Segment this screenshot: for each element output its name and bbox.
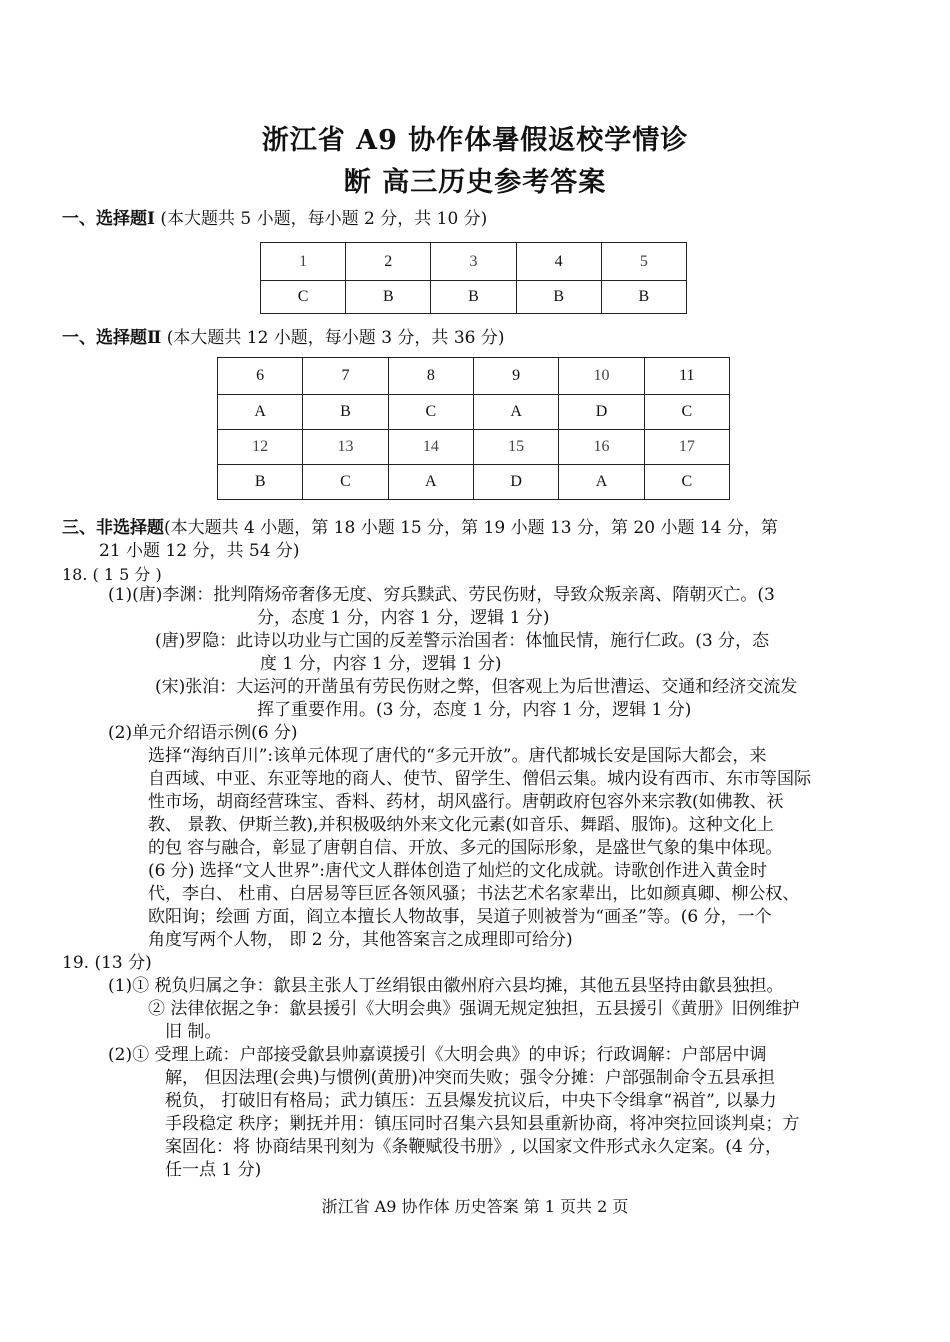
q19-line: 案固化：将 协商结果刊刻为《条鞭赋役书册》, 以国家文件形式永久定案。(4 分， xyxy=(165,1137,783,1157)
s2-num: 10 xyxy=(559,358,644,395)
s2-num: 16 xyxy=(559,430,644,465)
s2-ans: D xyxy=(559,395,644,430)
q18-line: 欧阳询；绘画 方面，阎立本擅长人物故事，吴道子则被誉为“画圣”等。(6 分，一个 xyxy=(148,907,772,927)
title-line-1: 浙江省 A9 协作体暑假返校学情诊 xyxy=(261,125,689,156)
q18-line: (宋)张洎：大运河的开凿虽有劳民伤财之弊，但客观上为后世漕运、交通和经济交流发 xyxy=(155,677,798,697)
section2-answer-table xyxy=(217,357,730,500)
s1-num: 4 xyxy=(516,243,601,281)
s2-ans: C xyxy=(388,395,473,430)
s2-ans: C xyxy=(644,465,729,500)
q18-line: 教、 景教、伊斯兰教),并积极吸纳外来文化元素(如音乐、舞蹈、服饰)。这种文化上 xyxy=(148,815,774,835)
s1-ans: B xyxy=(516,281,601,314)
q18-line: 自西域、中亚、东亚等地的商人、使节、留学生、僧侣云集。城内设有西市、东市等国际 xyxy=(148,769,811,789)
q18-line: (2)单元介绍语示例(6 分) xyxy=(108,723,298,743)
s2-ans: C xyxy=(644,395,729,430)
q19-line: 解， 但因法理(会典)与惯例(黄册)冲突而失败；强令分摊：户部强制命令五县承担 xyxy=(165,1068,775,1088)
q18-line: 角度写两个人物， 即 2 分，其他答案言之成理即可给分) xyxy=(148,930,573,950)
s2-ans: B xyxy=(303,395,388,430)
q19-header: 19. (13 分) xyxy=(62,953,152,973)
section3-desc-line1: (本大题共 4 小题，第 18 小题 15 分，第 19 小题 13 分，第 20 小题 14 分，第 xyxy=(164,518,778,538)
s2-num: 7 xyxy=(303,358,388,395)
section2-heading xyxy=(62,326,505,350)
q18-line: (6 分) 选择“文人世界”:唐代文人群体创造了灿烂的文化成就。诗歌创作进入黄金时 xyxy=(148,861,767,881)
section2-desc: (本大题共 12 小题，每小题 3 分，共 36 分) xyxy=(166,328,505,348)
s1-num: 1 xyxy=(261,243,346,281)
section3-label: 三、非选择题 xyxy=(62,518,164,538)
s2-num: 15 xyxy=(473,430,558,465)
s1-ans: B xyxy=(601,281,686,314)
q18-line: 选择“海纳百川”:该单元体现了唐代的“多元开放”。唐代都城长安是国际大都会，来 xyxy=(148,746,767,766)
s1-ans: B xyxy=(346,281,431,314)
q18-line: 代，李白、 杜甫、白居易等巨匠各领风骚；书法艺术名家辈出，比如颜真卿、柳公权、 xyxy=(148,884,800,904)
q19-line: 税负， 打破旧有格局；武力镇压：五县爆发抗议后，中央下令缉拿“祸首”, 以暴力 xyxy=(165,1091,777,1111)
section3-desc-line2: 21 小题 12 分，共 54 分) xyxy=(99,541,300,561)
q18-line: 度 1 分，内容 1 分，逻辑 1 分) xyxy=(260,654,502,674)
s2-num: 11 xyxy=(644,358,729,395)
q19-line: 旧 制。 xyxy=(165,1022,222,1042)
s2-ans: A xyxy=(388,465,473,500)
s2-ans: A xyxy=(218,395,303,430)
s2-num: 13 xyxy=(303,430,388,465)
s1-ans: B xyxy=(431,281,516,314)
s1-num: 5 xyxy=(601,243,686,281)
s2-num: 6 xyxy=(218,358,303,395)
page-footer: 浙江省 A9 协作体 历史答案 第 1 页共 2 页 xyxy=(321,1197,629,1216)
section1-label: 一、选择题Ⅰ xyxy=(62,209,155,229)
section1-heading xyxy=(62,207,487,231)
s2-ans: D xyxy=(473,465,558,500)
s1-num: 2 xyxy=(346,243,431,281)
s2-num: 17 xyxy=(644,430,729,465)
s2-ans: B xyxy=(218,465,303,500)
s2-num: 9 xyxy=(473,358,558,395)
s2-ans: C xyxy=(303,465,388,500)
q18-line: (唐)罗隐：此诗以功业与亡国的反差警示治国者：体恤民情，施行仁政。(3 分，态 xyxy=(155,631,770,651)
s2-num: 12 xyxy=(218,430,303,465)
q19-line: 手段稳定 秩序；剿抚并用：镇压同时召集六县知县重新协商，将冲突拉回谈判桌；方 xyxy=(165,1114,800,1134)
q18-line: 的包 容与融合，彰显了唐朝自信、开放、多元的国际形象，是盛世气象的集中体现。 xyxy=(148,838,783,858)
q18-header: 18. ( 1 5 分 ) xyxy=(62,565,162,584)
s2-ans: A xyxy=(559,465,644,500)
q19-line: (1)① 税负归属之争：歙县主张人丁丝绢银由徽州府六县均摊，其他五县坚持由歙县独担。 xyxy=(108,976,784,996)
q19-line: 任一点 1 分) xyxy=(165,1160,262,1180)
section2-label: 一、选择题Ⅱ xyxy=(62,328,162,348)
q18-line: 挥了重要作用。(3 分，态度 1 分，内容 1 分，逻辑 1 分) xyxy=(257,700,692,720)
title-line-2: 断 高三历史参考答案 xyxy=(343,167,607,198)
s1-num: 3 xyxy=(431,243,516,281)
s2-num: 14 xyxy=(388,430,473,465)
s2-ans: A xyxy=(473,395,558,430)
q19-line: ② 法律依据之争：歙县援引《大明会典》强调无规定独担，五县援引《黄册》旧例维护 xyxy=(148,999,800,1019)
s2-num: 8 xyxy=(388,358,473,395)
section1-answer-table xyxy=(260,242,687,314)
q18-line: 分，态度 1 分，内容 1 分，逻辑 1 分) xyxy=(257,608,550,628)
s1-ans: C xyxy=(261,281,346,314)
section3-heading xyxy=(62,516,778,540)
section1-desc: (本大题共 5 小题，每小题 2 分，共 10 分) xyxy=(160,209,488,229)
q18-line: 性市场，胡商经营珠宝、香料、药材，胡风盛行。唐朝政府包容外来宗教(如佛教、祆 xyxy=(148,792,784,812)
q18-line: (1)(唐)李渊：批判隋炀帝奢侈无度、穷兵黩武、劳民伤财，导致众叛亲离、隋朝灭亡。(3 xyxy=(108,585,775,605)
q19-line: (2)① 受理上疏：户部接受歙县帅嘉谟援引《大明会典》的申诉；行政调解：户部居中调 xyxy=(108,1045,767,1065)
